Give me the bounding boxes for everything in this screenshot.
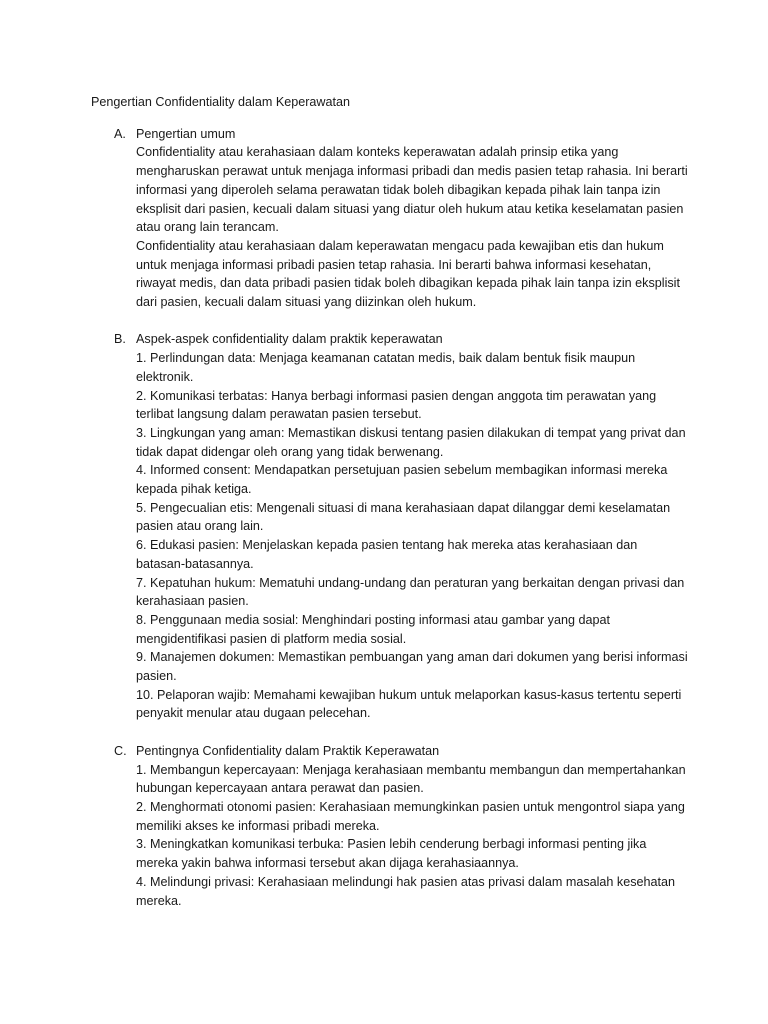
- list-item: 4. Informed consent: Mendapatkan persetujuan pasien sebelum membagikan informasi mereka kepada pihak ketiga.: [136, 463, 668, 497]
- list-item: 7. Kepatuhan hukum: Mematuhi undang-undang dan peraturan yang berkaitan dengan privasi dan kerahasiaan pasien.: [136, 575, 685, 609]
- list-item: 1. Perlindungan data: Menjaga keamanan catatan medis, baik dalam bentuk fisik maupun elektronik.: [136, 351, 636, 384]
- list-item: 10. Pelaporan wajib: Memahami kewajiban hukum untuk melaporkan kasus-kasus tertentu seperti penyakit menular atau dugaan pelecehan.: [136, 687, 682, 721]
- section-letter: C.: [114, 743, 127, 758]
- paragraph: Confidentiality atau kerahasiaan dalam keperawatan mengacu pada kewajiban etis dan hukum untuk menjaga informasi pribadi pasien tetap rahasia. Ini berarti bahwa informasi kesehatan, riwayat medis, dan data pribadi pasien tidak boleh dibagikan kepada pihak lain tanpa izin eksplisit dari pasien, kecuali dalam situasi yang diizinkan oleh hukum.: [136, 238, 680, 310]
- list-item: 9. Manajemen dokumen: Memastikan pembuangan yang aman dari dokumen yang berisi informasi pasien.: [136, 650, 688, 684]
- section-a: [91, 125, 688, 312]
- section-heading: Pentingnya Confidentiality dalam Praktik Keperawatan: [136, 743, 440, 758]
- list-item: 6. Edukasi pasien: Menjelaskan kepada pasien tentang hak mereka atas kerahasiaan dan batasan-batasannya.: [136, 538, 638, 571]
- section-letter: A.: [114, 126, 126, 141]
- paragraph: Confidentiality atau kerahasiaan dalam konteks keperawatan adalah prinsip etika yang mengharuskan perawat untuk menjaga informasi pribadi dan medis pasien tetap rahasia. Ini berarti informasi yang diperoleh selama perawatan tidak boleh dibagikan kepada pihak lain tanpa izin eksplisit dari pasien, kecuali dalam situasi yang diatur oleh hukum atau ketika keselamatan pasien atau orang lain terancam.: [136, 145, 688, 235]
- section-b: [91, 330, 688, 723]
- section-letter: B.: [114, 332, 126, 347]
- section-heading: Aspek-aspek confidentiality dalam praktik keperawatan: [136, 332, 443, 347]
- list-item: 4. Melindungi privasi: Kerahasiaan melindungi hak pasien atas privasi dalam masalah kesehatan mereka.: [136, 874, 676, 908]
- list-item: 8. Penggunaan media sosial: Menghindari posting informasi atau gambar yang dapat mengidentifikasi pasien di platform media sosial.: [136, 612, 610, 646]
- section-heading: Pengertian umum: [136, 126, 236, 141]
- section-c: [91, 742, 688, 910]
- list-item: 2. Komunikasi terbatas: Hanya berbagi informasi pasien dengan anggota tim perawatan yang terlibat langsung dalam perawatan pasien tersebut.: [136, 388, 657, 422]
- list-item: 1. Membangun kepercayaan: Menjaga kerahasiaan membantu membangun dan mempertahankan hubungan kepercayaan antara perawat dan pasien.: [136, 762, 686, 796]
- document-title: Pengertian Confidentiality dalam Keperawatan: [91, 95, 351, 109]
- list-item: 2. Menghormati otonomi pasien: Kerahasiaan memungkinkan pasien untuk mengontrol siapa yang memiliki akses ke informasi pribadi mereka.: [136, 799, 685, 833]
- list-item: 3. Meningkatkan komunikasi terbuka: Pasien lebih cenderung berbagi informasi penting jika mereka yakin bahwa informasi tersebut akan dijaga kerahasiaannya.: [136, 837, 647, 871]
- list-item: 3. Lingkungan yang aman: Memastikan diskusi tentang pasien dilakukan di tempat yang privat dan tidak dapat didengar oleh orang yang tidak berwenang.: [136, 425, 686, 459]
- list-item: 5. Pengecualian etis: Mengenali situasi di mana kerahasiaan dapat dilanggar demi keselamatan pasien atau orang lain.: [136, 500, 671, 534]
